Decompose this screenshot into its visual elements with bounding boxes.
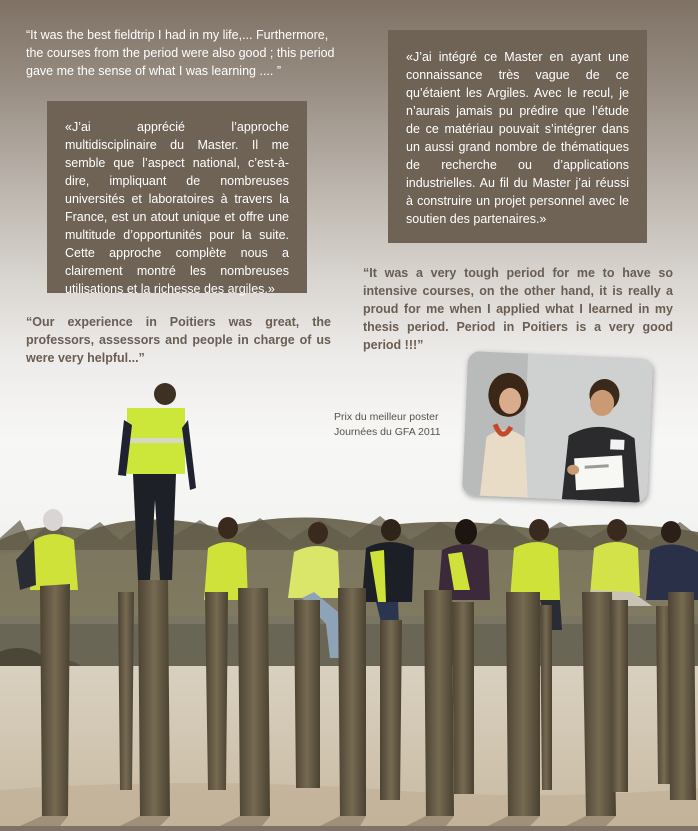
quote-poitiers: “Our experience in Poitiers was great, the professors, assessors and people in charge of us were very helpful...” xyxy=(26,315,331,365)
beach-group-photo xyxy=(0,380,698,826)
quote-multidisciplinary: «J’ai apprécié l’approche multidisciplinaire du Master. Il me semble que l’aspect national, c’est-à-dire, impliquant de nombreuses universités et laboratoires à travers la France, est un atout unique et offre une multitude d’opportunités pour la suite. Cette approche complète nous a clairement montré les nombreuses utilisations et la richesse des argiles.» xyxy=(65,120,289,296)
quote-tough-period: “It was a very tough period for me to have so intensive courses, on the other hand, it is really a proud for me when I applied what I learned in my thesis period. Period in Poitiers is a very good period !!!” xyxy=(363,266,673,352)
beach-photo-drawing xyxy=(0,380,698,826)
quote-box-master-intro xyxy=(388,30,647,243)
quote-fieldtrip: “It was the best fieldtrip I had in my life,... Furthermore, the courses from the period were also good ; this period gave me the sense of what I was learning .... ” xyxy=(26,28,335,78)
caption-line-2: Journées du GFA 2011 xyxy=(334,426,441,438)
caption-line-1: Prix du meilleur poster xyxy=(334,411,439,423)
quote-master-intro: «J’ai intégré ce Master en ayant une connaissance très vague de ce qu’étaient les Argiles. Avec le recul, je n’aurais jamais pu prédire que l’étude de ce matériau pouvait s’intégrer dans un aussi grand nombre de thématiques de recherche ou d’applications industrielles. Au fil du Master j’ai réussi à construire un projet personnel avec le soutien des partenaires.» xyxy=(406,50,629,226)
quote-box-multidisciplinary xyxy=(47,101,307,296)
